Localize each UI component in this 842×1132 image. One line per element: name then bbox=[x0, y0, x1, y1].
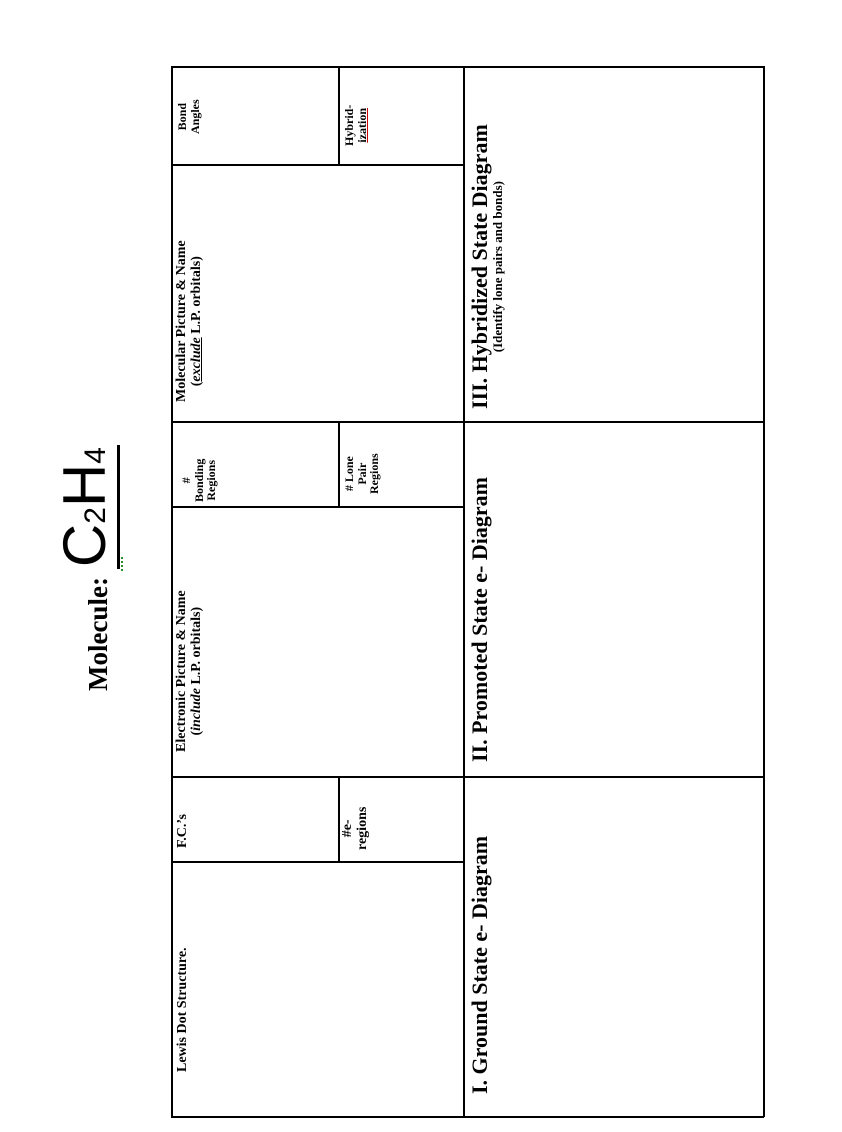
molecule-formula: C2H4 bbox=[55, 445, 120, 569]
bond-angles-header: Bond Angles bbox=[175, 99, 202, 134]
electronic-include-note: (include L.P. orbitals) bbox=[188, 606, 204, 736]
table-border-left bbox=[171, 66, 173, 1117]
subcell-divider-electronic bbox=[171, 506, 464, 508]
table-border-bottom bbox=[171, 1116, 764, 1118]
e-regions-header: #e- regions bbox=[340, 806, 370, 850]
subcell-split-bonding-lonepair bbox=[338, 421, 340, 507]
hybridization-header: Hybrid- ization bbox=[342, 104, 369, 146]
spellcheck-squiggle bbox=[117, 557, 123, 571]
hybridized-state-diagram-header: III. Hybridized State Diagram (Identify lone pairs and bonds) bbox=[467, 124, 506, 409]
table-border-top bbox=[171, 66, 764, 68]
molecule-title bbox=[40, 188, 120, 948]
bonding-regions-header: # Bonding Regions bbox=[179, 458, 219, 502]
lewis-dot-structure-header: Lewis Dot Structure. bbox=[175, 947, 190, 1072]
ground-state-diagram-header: I. Ground State e- Diagram bbox=[467, 835, 492, 1094]
promoted-state-diagram-header: II. Promoted State e- Diagram bbox=[467, 477, 492, 762]
formal-charges-header: F.C.’s bbox=[175, 814, 190, 848]
electronic-picture-header: Electronic Picture & Name (include L.P. orbitals) bbox=[174, 590, 204, 752]
molecular-exclude-note: (exclude L.P. orbitals) bbox=[188, 256, 204, 387]
subcell-split-angles-hybrid bbox=[338, 66, 340, 165]
molecule-label: Molecule: bbox=[83, 577, 113, 692]
lone-pair-regions-header: # Lone Pair Regions bbox=[342, 453, 382, 494]
table-row-divider-1 bbox=[171, 421, 764, 423]
table-row-divider-2 bbox=[171, 776, 764, 778]
table-border-right bbox=[763, 66, 765, 1117]
table-divider-middle bbox=[463, 66, 465, 1117]
subcell-divider-molecular bbox=[171, 164, 464, 166]
subcell-divider-lewis bbox=[171, 861, 464, 863]
molecular-picture-header: Molecular Picture & Name (exclude L.P. orbitals) bbox=[174, 240, 204, 402]
